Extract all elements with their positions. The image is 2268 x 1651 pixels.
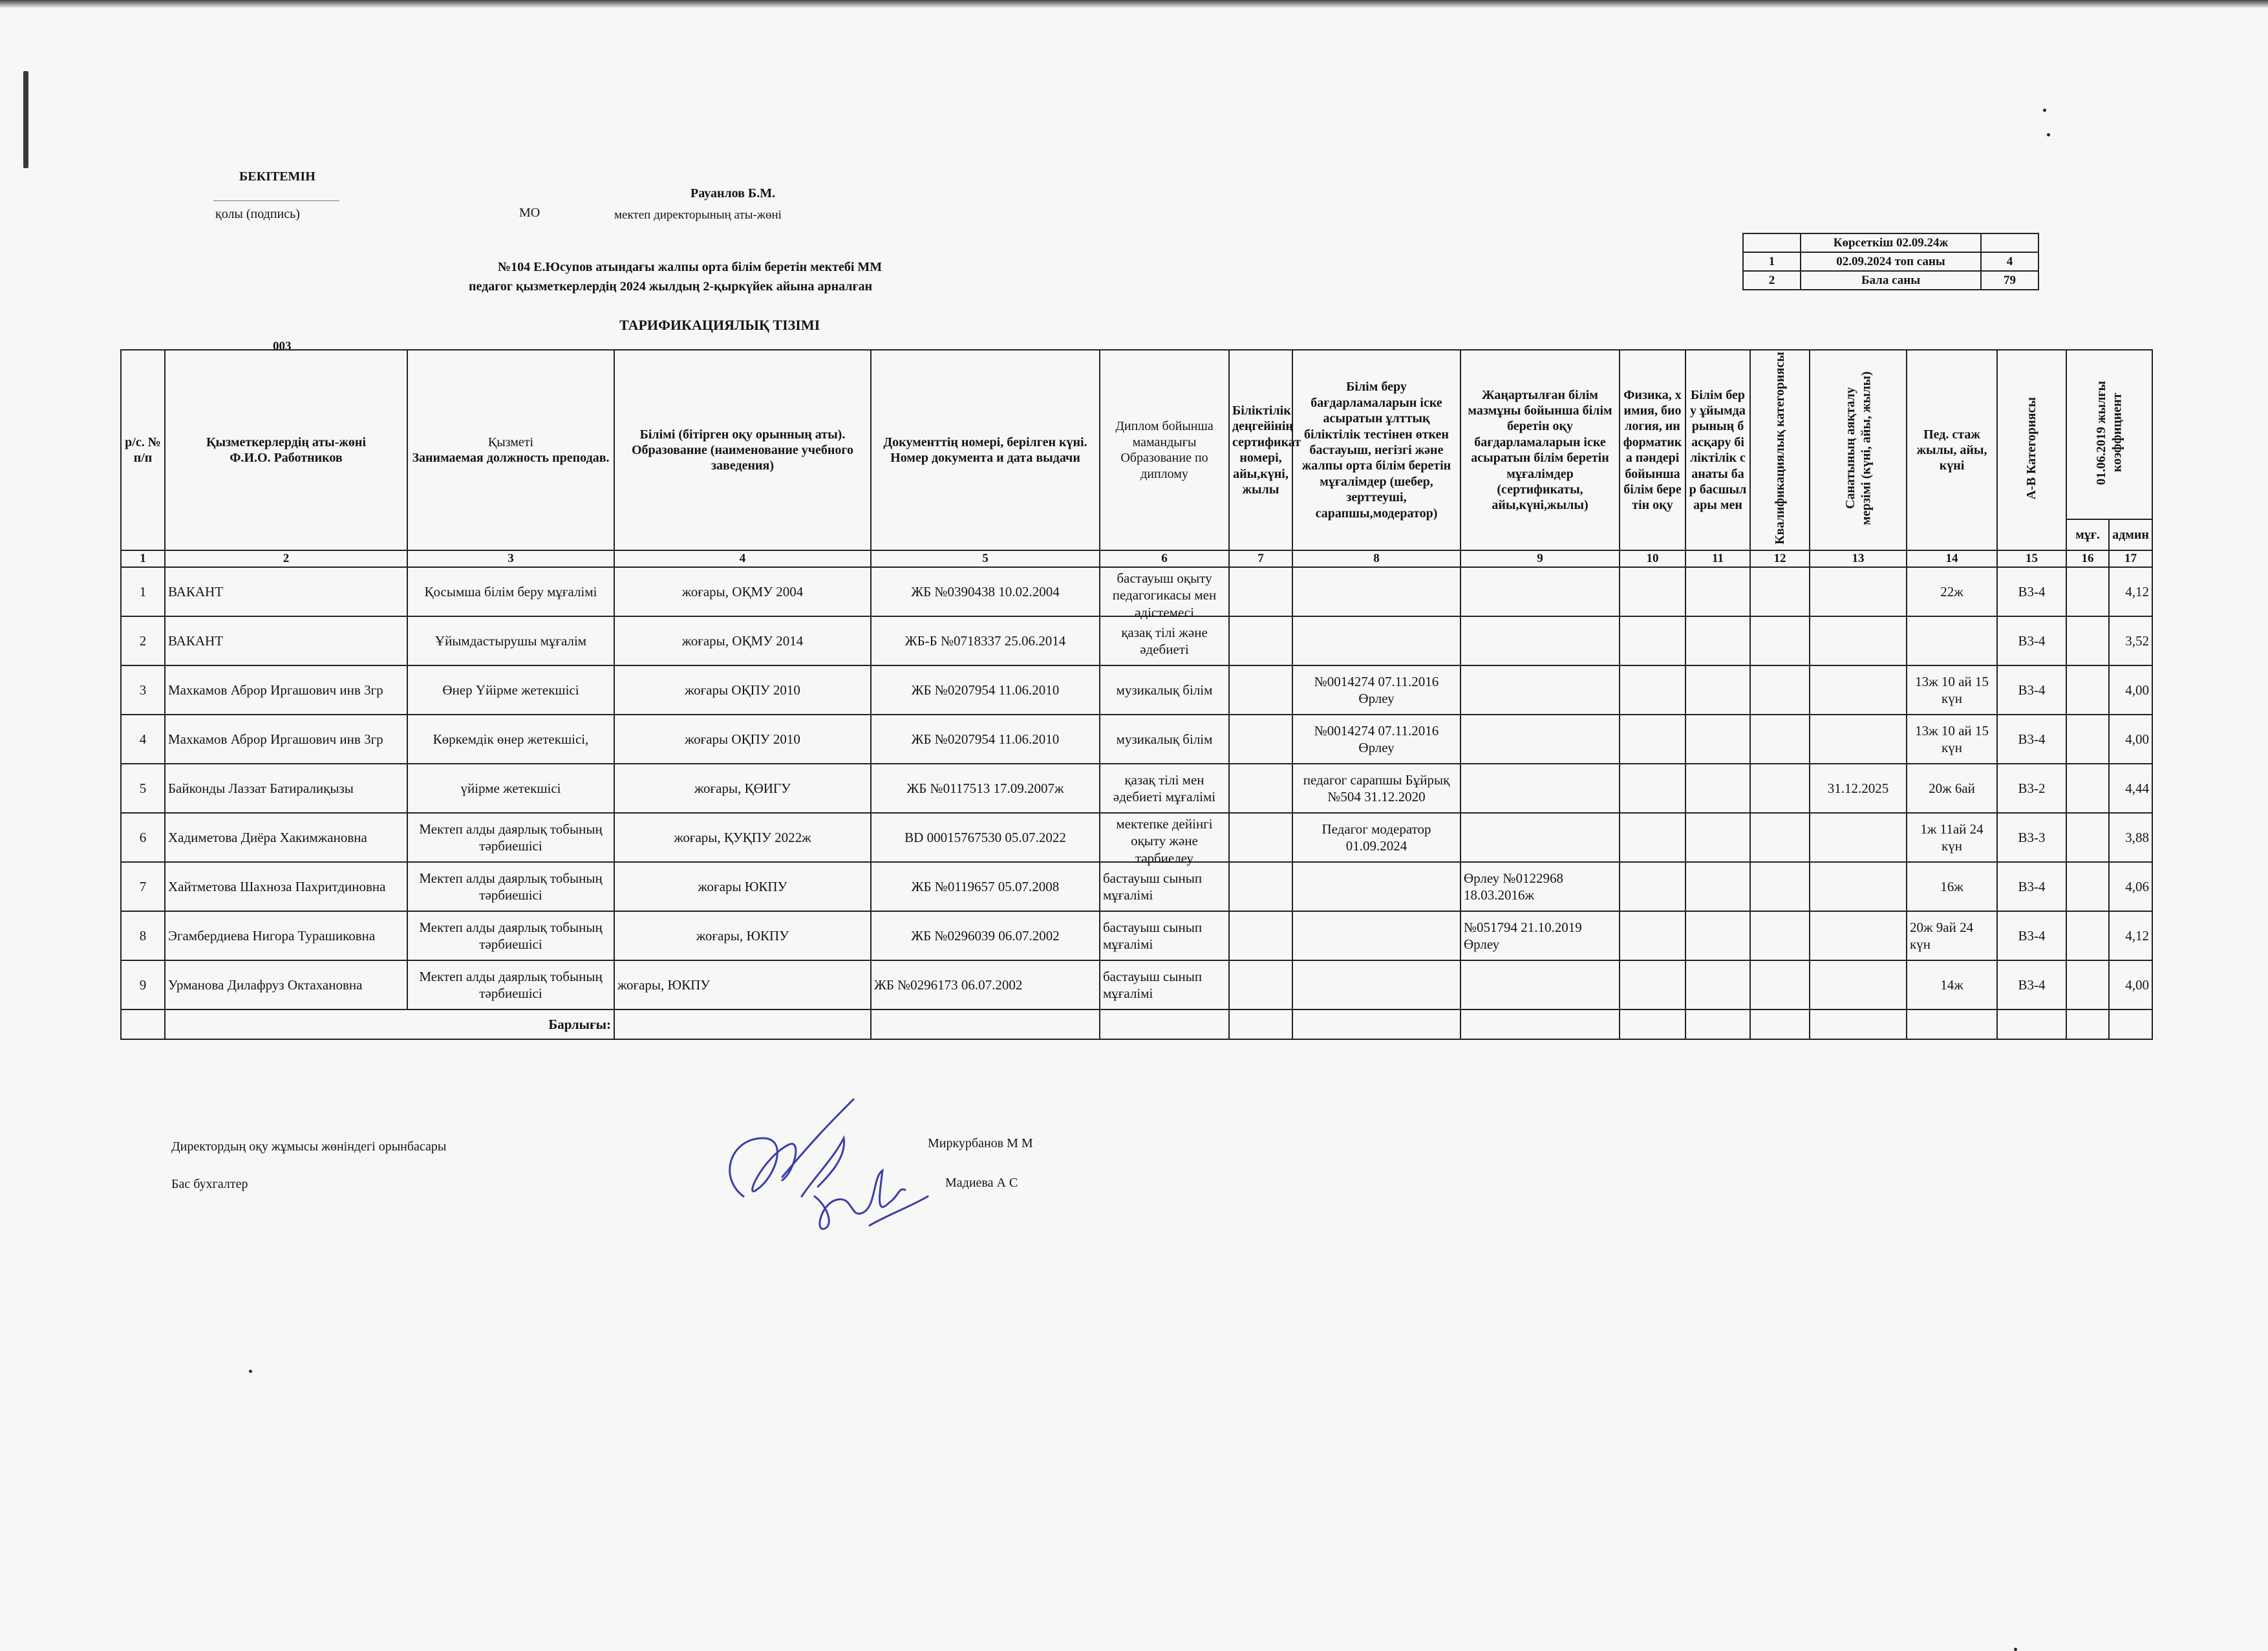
qualification-cell <box>1750 911 1810 960</box>
education-cell: жоғары ЮКПУ <box>614 862 871 911</box>
stage-cell: 13ж 10 ай 15 күн <box>1907 665 1997 715</box>
row-number: 5 <box>121 764 165 813</box>
coef-teacher-cell <box>2066 665 2109 715</box>
expiry-cell <box>1810 911 1907 960</box>
total-label: Барлығы: <box>165 1009 614 1039</box>
coef-admin-cell: 3,52 <box>2109 616 2152 665</box>
col-header-teacher: мұғ. <box>2066 519 2109 550</box>
scan-speck <box>2043 109 2046 112</box>
stage-cell: 16ж <box>1907 862 1997 911</box>
col-header-specialty: Диплом бойынша мамандығы Образование по диплому <box>1100 350 1229 550</box>
education-cell: жоғары, ЮКПУ <box>614 960 871 1009</box>
coef-admin-cell: 4,00 <box>2109 665 2152 715</box>
coef-teacher-cell <box>2066 813 2109 862</box>
physics-cell <box>1620 960 1685 1009</box>
document-cell: ЖБ №0296039 06.07.2002 <box>871 911 1100 960</box>
scan-speck <box>2047 133 2050 136</box>
accountant-label: Бас бухгалтер <box>171 1177 248 1191</box>
table-row <box>121 764 2152 813</box>
expiry-cell <box>1810 665 1907 715</box>
accountant-name: Мадиева А С <box>945 1176 1018 1190</box>
coef-teacher-cell <box>2066 862 2109 911</box>
position-cell: Ұйымдастырушы мұғалім <box>407 616 614 665</box>
signature-line <box>213 200 339 201</box>
col-header-education: Білімі (бітірген оқу орынның аты). Образование (наименование учебного заведения) <box>614 350 871 550</box>
document-cell: ЖБ №0117513 17.09.2007ж <box>871 764 1100 813</box>
employee-name: Хайтметова Шахноза Пахритдиновна <box>165 862 407 911</box>
employee-name: ВАКАНТ <box>165 616 407 665</box>
row-number: 2 <box>121 616 165 665</box>
header-row <box>121 350 2152 519</box>
management-cell <box>1685 567 1750 616</box>
indicator-title: Көрсеткіш 02.09.24ж <box>1801 233 1981 252</box>
category-cell: В3-4 <box>1997 960 2066 1009</box>
education-cell: жоғары ОҚПУ 2010 <box>614 665 871 715</box>
col-header-management: Білім беру ұйымдарының басқару біліктілік санаты бар басшылары мен <box>1685 350 1750 550</box>
updated-content-cell <box>1460 813 1620 862</box>
updated-content-cell: Өрлеу №0122968 18.03.2016ж <box>1460 862 1620 911</box>
table-row <box>121 567 2152 616</box>
specialty-cell: бастауыш сынып мұғалімі <box>1100 862 1229 911</box>
national-test-cell: №0014274 07.11.2016 Өрлеу <box>1292 665 1460 715</box>
document-cell: ЖБ №0296173 06.07.2002 <box>871 960 1100 1009</box>
national-test-cell <box>1292 960 1460 1009</box>
scan-left-mark <box>23 71 28 168</box>
management-cell <box>1685 911 1750 960</box>
expiry-cell <box>1810 616 1907 665</box>
specialty-cell: бастауыш оқыту педагогикасы мен әдістемесі <box>1100 567 1229 616</box>
physics-cell <box>1620 764 1685 813</box>
column-number-row: 1 2 3 4 5 6 7 8 9 10 11 12 13 14 15 16 17 <box>121 550 2152 567</box>
coef-admin-cell: 4,12 <box>2109 911 2152 960</box>
expiry-cell <box>1810 715 1907 764</box>
expiry-cell <box>1810 960 1907 1009</box>
scan-speck <box>2014 1648 2017 1651</box>
category-cell: В3-4 <box>1997 862 2066 911</box>
qualification-cell <box>1750 567 1810 616</box>
national-test-cell: Педагог модератор 01.09.2024 <box>1292 813 1460 862</box>
certificate-cell <box>1229 764 1292 813</box>
mo-label: МО <box>519 206 540 220</box>
position-cell: Мектеп алды даярлық тобының тәрбиешісі <box>407 862 614 911</box>
col-header-number: р/с. № п/п <box>121 350 165 550</box>
deputy-label: Директордың оқу жұмысы жөніндегі орынбасары <box>171 1139 447 1154</box>
coef-admin-cell: 4,00 <box>2109 715 2152 764</box>
table-row <box>121 715 2152 764</box>
document-cell: ЖБ №0207954 11.06.2010 <box>871 715 1100 764</box>
indicator-table <box>1742 233 2039 290</box>
staff-line: педагог қызметкерлердің 2024 жылдың 2-қыркүйек айына арналған <box>469 279 873 294</box>
tariff-table <box>120 349 2153 1040</box>
employee-name: Эгамбердиева Нигора Турашиковна <box>165 911 407 960</box>
scan-speck <box>249 1370 252 1373</box>
certificate-cell <box>1229 813 1292 862</box>
table-row <box>121 813 2152 862</box>
coef-admin-cell: 4,06 <box>2109 862 2152 911</box>
category-cell: В3-4 <box>1997 715 2066 764</box>
approve-label: БЕКІТЕМІН <box>239 169 316 184</box>
position-cell: Қосымша білім беру мұғалімі <box>407 567 614 616</box>
education-cell: жоғары, ҚУҚПУ 2022ж <box>614 813 871 862</box>
physics-cell <box>1620 911 1685 960</box>
col-header-position: Қызметі Занимаемая должность преподав. <box>407 350 614 550</box>
specialty-cell: қазақ тілі мен әдебиеті мұғалімі <box>1100 764 1229 813</box>
qualification-cell <box>1750 862 1810 911</box>
category-cell: В3-4 <box>1997 911 2066 960</box>
signature-label: қолы (подпись) <box>215 207 300 221</box>
document-title: ТАРИФИКАЦИЯЛЫҚ ТІЗІМІ <box>619 317 820 333</box>
physics-cell <box>1620 616 1685 665</box>
certificate-cell <box>1229 862 1292 911</box>
coef-teacher-cell <box>2066 960 2109 1009</box>
col-header-admin: админ <box>2109 519 2152 550</box>
employee-name: Махкамов Аброр Иргашович инв 3гр <box>165 715 407 764</box>
certificate-cell <box>1229 665 1292 715</box>
stage-cell: 20ж 6ай <box>1907 764 1997 813</box>
scan-top-band <box>0 0 2268 8</box>
coef-teacher-cell <box>2066 715 2109 764</box>
table-row <box>121 911 2152 960</box>
certificate-cell <box>1229 567 1292 616</box>
coef-admin-cell: 4,00 <box>2109 960 2152 1009</box>
col-header-document: Документтің номері, берілген күні. Номер документа и дата выдачи <box>871 350 1100 550</box>
management-cell <box>1685 665 1750 715</box>
document-cell: BD 00015767530 05.07.2022 <box>871 813 1100 862</box>
updated-content-cell <box>1460 665 1620 715</box>
national-test-cell <box>1292 911 1460 960</box>
management-cell <box>1685 862 1750 911</box>
position-cell: Көркемдік өнер жетекшісі, <box>407 715 614 764</box>
coef-teacher-cell <box>2066 911 2109 960</box>
indicator-row: 1 02.09.2024 топ саны 4 <box>1743 252 2038 271</box>
row-number: 3 <box>121 665 165 715</box>
row-number: 4 <box>121 715 165 764</box>
national-test-cell <box>1292 862 1460 911</box>
category-cell: В3-4 <box>1997 665 2066 715</box>
col-header-coefficient: 01.06.2019 жылғы коэффициент <box>2066 350 2152 519</box>
row-number: 8 <box>121 911 165 960</box>
management-cell <box>1685 813 1750 862</box>
director-label: мектеп директорының аты-жөні <box>614 208 782 222</box>
expiry-cell: 31.12.2025 <box>1810 764 1907 813</box>
certificate-cell <box>1229 616 1292 665</box>
table-row <box>121 960 2152 1009</box>
national-test-cell: педагог сарапшы Бұйрық №504 31.12.2020 <box>1292 764 1460 813</box>
employee-name: Махкамов Аброр Иргашович инв 3гр <box>165 665 407 715</box>
expiry-cell <box>1810 862 1907 911</box>
education-cell: жоғары, ҚӨИГУ <box>614 764 871 813</box>
category-cell: В3-4 <box>1997 567 2066 616</box>
specialty-cell: қазақ тілі және әдебиеті <box>1100 616 1229 665</box>
coef-admin-cell: 3,88 <box>2109 813 2152 862</box>
coef-teacher-cell <box>2066 567 2109 616</box>
specialty-cell: бастауыш сынып мұғалімі <box>1100 960 1229 1009</box>
director-name: Рауанлов Б.М. <box>690 186 776 200</box>
table-row <box>121 665 2152 715</box>
indicator-row: 2 Бала саны 79 <box>1743 271 2038 290</box>
management-cell <box>1685 715 1750 764</box>
stage-cell: 22ж <box>1907 567 1997 616</box>
education-cell: жоғары, ЮКПУ <box>614 911 871 960</box>
deputy-name: Миркурбанов М М <box>928 1136 1033 1150</box>
col-header-certificate: Біліктілік деңгейінің сертификат номері, айы,күні, жылы <box>1229 350 1292 550</box>
certificate-cell <box>1229 960 1292 1009</box>
education-cell: жоғары ОҚПУ 2010 <box>614 715 871 764</box>
col-header-updated-content: Жаңартылған білім мазмұны бойынша білім беретін оқу бағдарламаларын іске асыратын білім беретін мұғалімдер (сертификаты, айы,күні,жылы) <box>1460 350 1620 550</box>
document-cell: ЖБ-Б №0718337 25.06.2014 <box>871 616 1100 665</box>
updated-content-cell <box>1460 764 1620 813</box>
col-header-stage: Пед. стаж жылы, айы, күні <box>1907 350 1997 550</box>
row-number: 9 <box>121 960 165 1009</box>
physics-cell <box>1620 665 1685 715</box>
expiry-cell <box>1810 813 1907 862</box>
position-cell: үйірме жетекшісі <box>407 764 614 813</box>
employee-name: ВАКАНТ <box>165 567 407 616</box>
coef-teacher-cell <box>2066 616 2109 665</box>
national-test-cell <box>1292 567 1460 616</box>
specialty-cell: музикалық білім <box>1100 665 1229 715</box>
qualification-cell <box>1750 715 1810 764</box>
row-number: 7 <box>121 862 165 911</box>
position-cell: Мектеп алды даярлық тобының тәрбиешісі <box>407 911 614 960</box>
physics-cell <box>1620 813 1685 862</box>
category-cell: В3-4 <box>1997 616 2066 665</box>
updated-content-cell <box>1460 715 1620 764</box>
qualification-cell <box>1750 616 1810 665</box>
stage-cell: 13ж 10 ай 15 күн <box>1907 715 1997 764</box>
table-body <box>121 567 2152 1009</box>
table-row <box>121 616 2152 665</box>
physics-cell <box>1620 567 1685 616</box>
position-cell: Өнер Үйірме жетекшісі <box>407 665 614 715</box>
specialty-cell: музикалық білім <box>1100 715 1229 764</box>
school-line: №104 Е.Юсупов атындағы жалпы орта білім беретін мектебі ММ <box>498 260 883 274</box>
stage-cell: 14ж <box>1907 960 1997 1009</box>
national-test-cell: №0014274 07.11.2016 Өрлеу <box>1292 715 1460 764</box>
document-cell: ЖБ №0390438 10.02.2004 <box>871 567 1100 616</box>
document-code: 003 <box>273 340 292 353</box>
category-cell: В3-2 <box>1997 764 2066 813</box>
row-number: 1 <box>121 567 165 616</box>
coef-admin-cell: 4,12 <box>2109 567 2152 616</box>
col-header-national-test: Білім беру бағдарламаларын іске асыратын ұлттық біліктілік тестінен өткен бастауыш, негізгі және жалпы орта білім беретін мұғалімдер (шебер, зерттеуші, сарапшы,модератор) <box>1292 350 1460 550</box>
employee-name: Байконды Лаззат Батиралиқызы <box>165 764 407 813</box>
certificate-cell <box>1229 911 1292 960</box>
col-header-physics: Физика, химия, биология, информатика пәндері бойынша білім беретін оқу <box>1620 350 1685 550</box>
management-cell <box>1685 616 1750 665</box>
col-header-name: Қызметкерлердің аты-жөні Ф.И.О. Работников <box>165 350 407 550</box>
col-header-qualification: Квалификациялық категориясы <box>1750 350 1810 550</box>
document-cell: ЖБ №0207954 11.06.2010 <box>871 665 1100 715</box>
specialty-cell: бастауыш сынып мұғалімі <box>1100 911 1229 960</box>
col-header-expiry: Санатының аяқталу мерзімі (күні, айы, жылы) <box>1810 350 1907 550</box>
management-cell <box>1685 764 1750 813</box>
table-row <box>121 862 2152 911</box>
document-cell: ЖБ №0119657 05.07.2008 <box>871 862 1100 911</box>
qualification-cell <box>1750 813 1810 862</box>
physics-cell <box>1620 715 1685 764</box>
category-cell: В3-3 <box>1997 813 2066 862</box>
national-test-cell <box>1292 616 1460 665</box>
qualification-cell <box>1750 764 1810 813</box>
certificate-cell <box>1229 715 1292 764</box>
row-number: 6 <box>121 813 165 862</box>
col-header-category: А-В Категориясы <box>1997 350 2066 550</box>
specialty-cell: мектепке дейінгі оқыту және тәрбиелеу <box>1100 813 1229 862</box>
education-cell: жоғары, ОҚМУ 2004 <box>614 567 871 616</box>
handwritten-signature-icon <box>705 1099 963 1255</box>
stage-cell: 1ж 11ай 24 күн <box>1907 813 1997 862</box>
stage-cell <box>1907 616 1997 665</box>
education-cell: жоғары, ОҚМУ 2014 <box>614 616 871 665</box>
qualification-cell <box>1750 960 1810 1009</box>
total-row <box>121 1009 2152 1039</box>
employee-name: Урманова Дилафруз Октахановна <box>165 960 407 1009</box>
management-cell <box>1685 960 1750 1009</box>
updated-content-cell <box>1460 616 1620 665</box>
expiry-cell <box>1810 567 1907 616</box>
physics-cell <box>1620 862 1685 911</box>
position-cell: Мектеп алды даярлық тобының тәрбиешісі <box>407 960 614 1009</box>
updated-content-cell <box>1460 567 1620 616</box>
stage-cell: 20ж 9ай 24 күн <box>1907 911 1997 960</box>
position-cell: Мектеп алды даярлық тобының тәрбиешісі <box>407 813 614 862</box>
employee-name: Хадиметова Диёра Хакимжановна <box>165 813 407 862</box>
coef-admin-cell: 4,44 <box>2109 764 2152 813</box>
updated-content-cell <box>1460 960 1620 1009</box>
coef-teacher-cell <box>2066 764 2109 813</box>
updated-content-cell: №051794 21.10.2019 Өрлеу <box>1460 911 1620 960</box>
qualification-cell <box>1750 665 1810 715</box>
